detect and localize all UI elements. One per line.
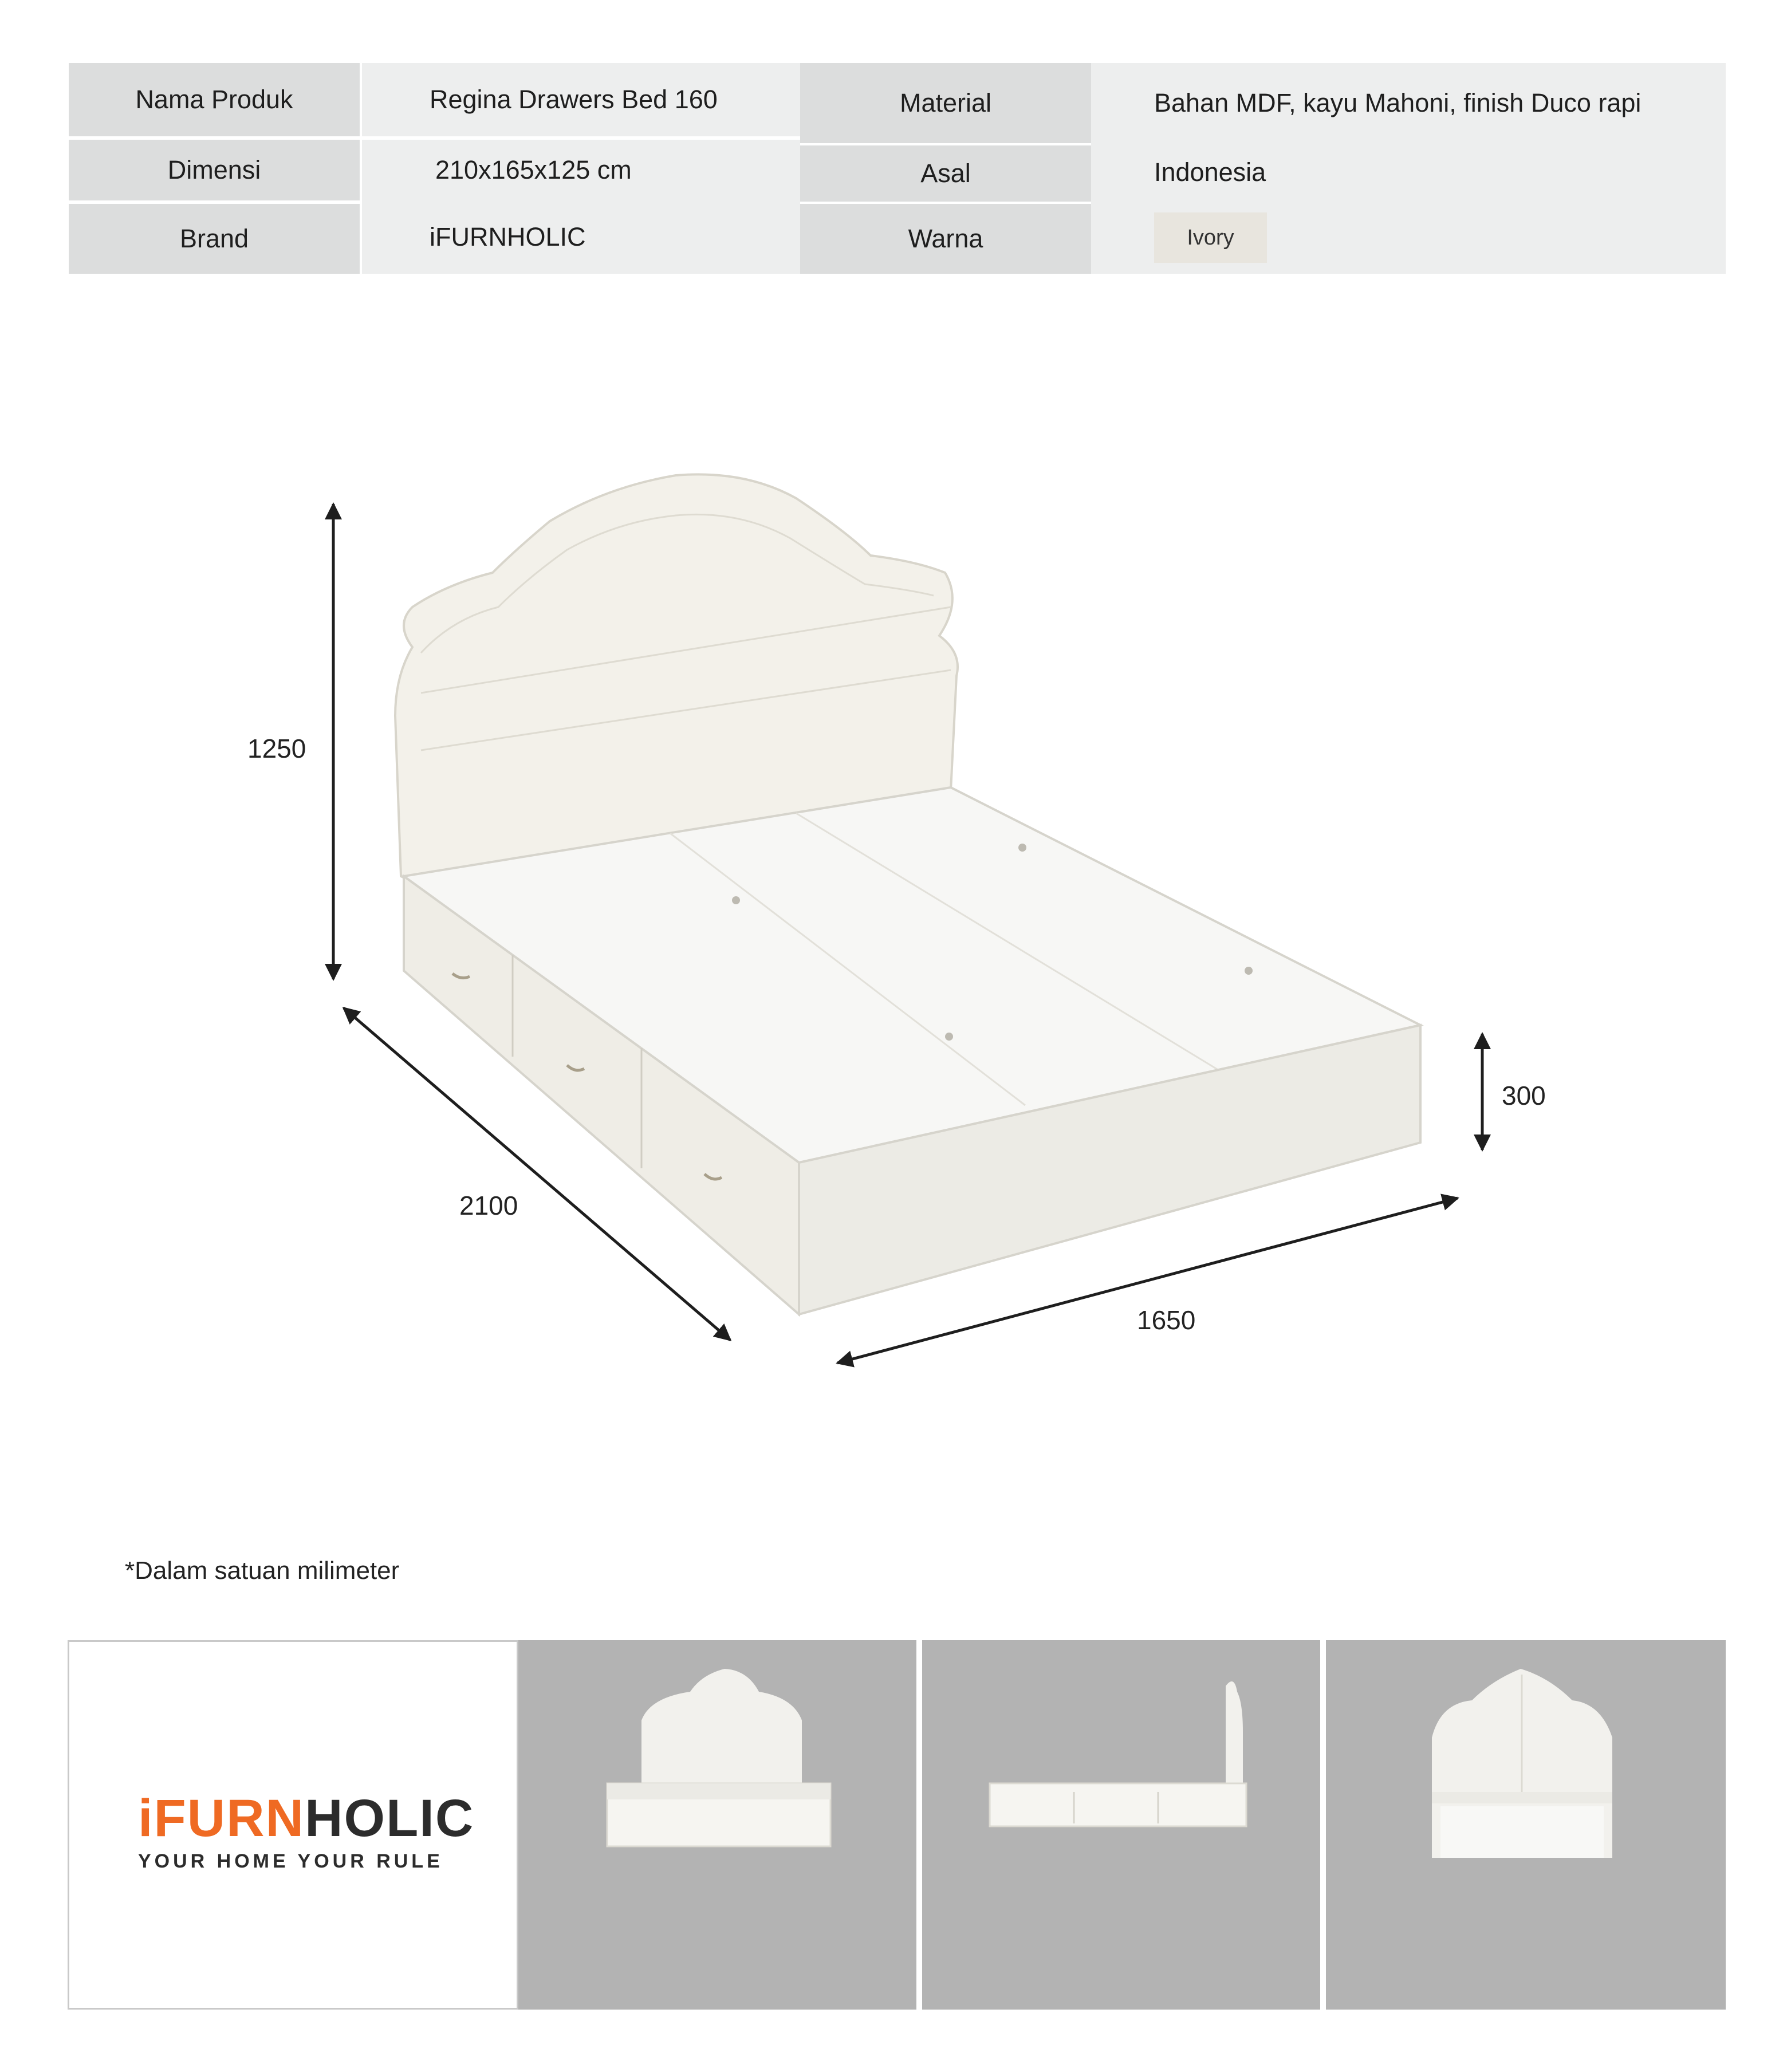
dimension-value: 210x165x125 cm bbox=[362, 140, 800, 200]
bed-side-thumbnail bbox=[922, 1640, 1320, 2010]
photo-front-view[interactable] bbox=[518, 1640, 916, 2010]
color-label: Warna bbox=[800, 204, 1091, 274]
origin-value: Indonesia bbox=[1091, 143, 1726, 202]
brand-value: iFURNHOLIC bbox=[362, 200, 800, 274]
bed-base-illustration bbox=[404, 787, 1420, 1314]
name-value: Regina Drawers Bed 160 bbox=[362, 63, 800, 136]
logo-orange-text: iFURN bbox=[138, 1789, 305, 1848]
width-label: 1650 bbox=[1137, 1305, 1196, 1335]
height-label: 1250 bbox=[247, 734, 306, 763]
logo-dark-text: HOLIC bbox=[305, 1789, 475, 1848]
bed-front-thumbnail bbox=[518, 1640, 916, 2010]
logo-tagline: YOUR HOME YOUR RULE bbox=[138, 1850, 443, 1872]
brand-logo bbox=[138, 1789, 475, 1873]
name-label: Nama Produk bbox=[69, 63, 360, 136]
bed-headboard-thumbnail bbox=[1326, 1640, 1726, 2010]
photo-headboard-view[interactable] bbox=[1326, 1640, 1726, 2010]
base-height-label: 300 bbox=[1502, 1081, 1546, 1110]
unit-note: *Dalam satuan milimeter bbox=[125, 1557, 400, 1585]
logo-tile bbox=[68, 1640, 518, 2010]
photo-side-view[interactable] bbox=[922, 1640, 1320, 2010]
brand-label: Brand bbox=[69, 204, 360, 274]
depth-label: 2100 bbox=[459, 1191, 518, 1220]
material-value: Bahan MDF, kayu Mahoni, finish Duco rapi bbox=[1091, 63, 1726, 143]
material-label: Material bbox=[800, 63, 1091, 143]
color-swatch: Ivory bbox=[1154, 212, 1267, 263]
dimension-label: Dimensi bbox=[69, 140, 360, 200]
origin-label: Asal bbox=[800, 145, 1091, 202]
